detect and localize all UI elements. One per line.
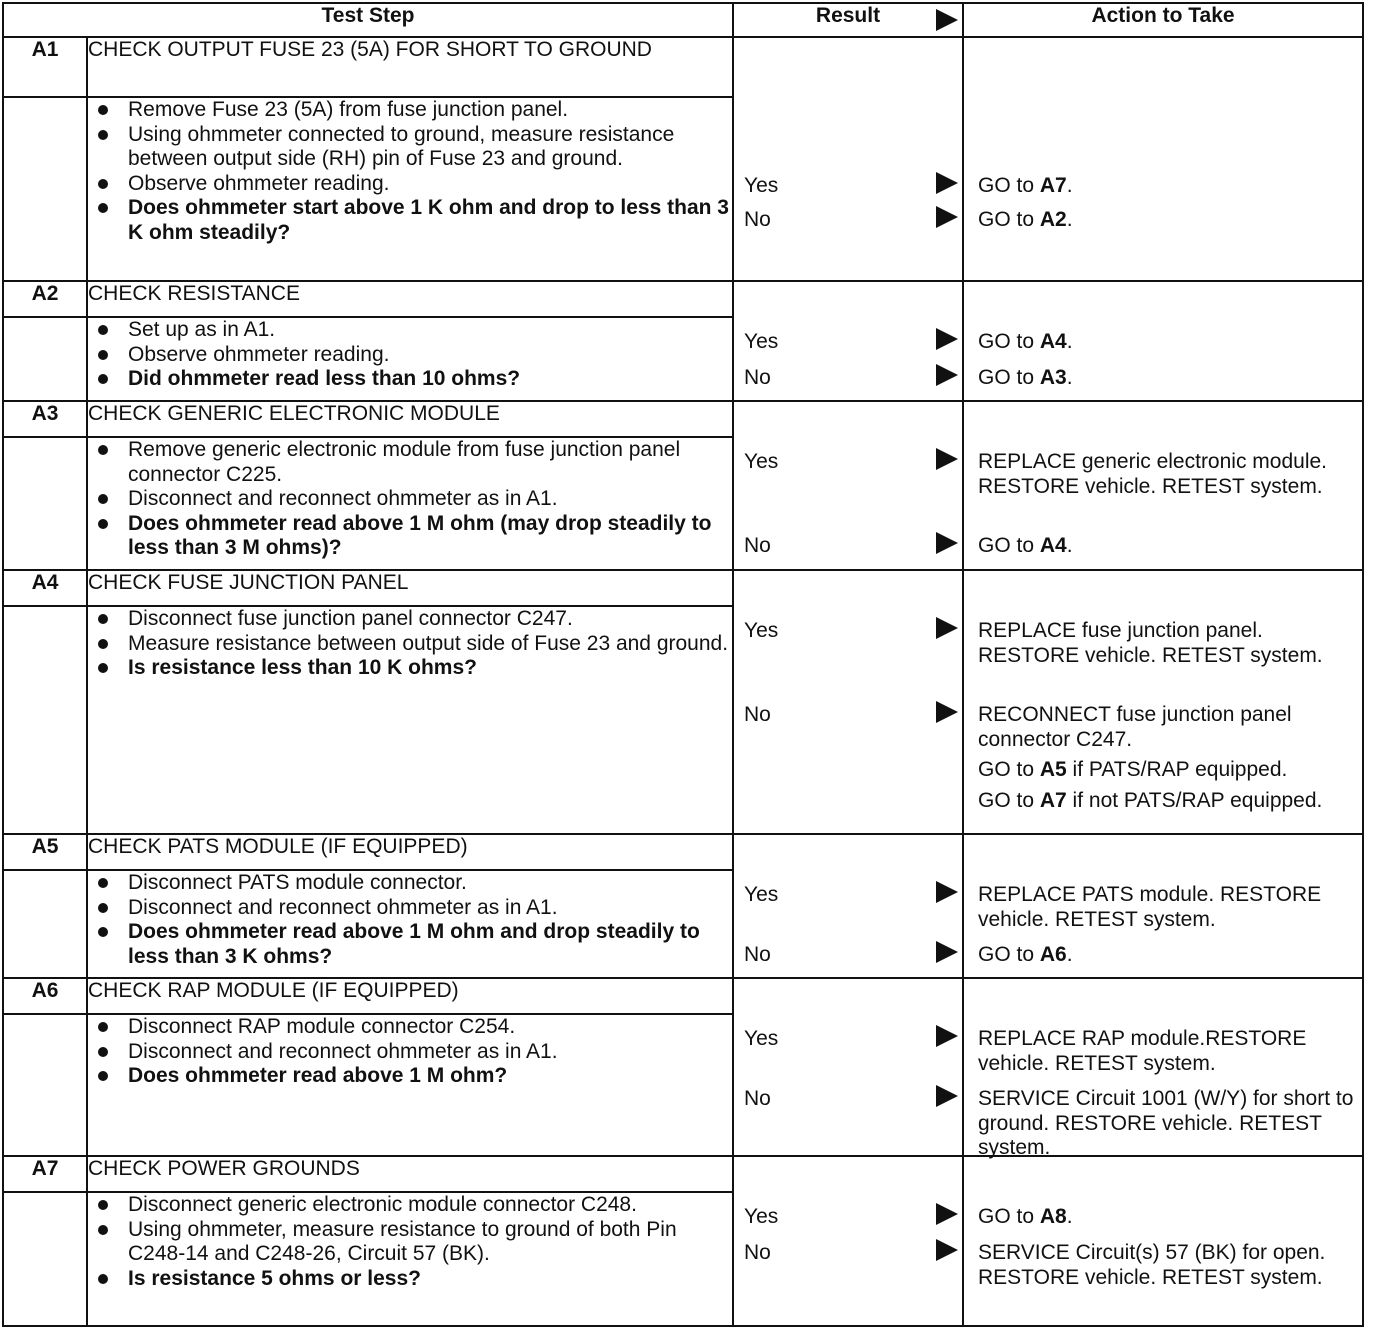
result-label-no: No (744, 1087, 771, 1110)
step-action-cell (963, 281, 1363, 401)
step-result-cell (733, 978, 963, 1156)
procedure-item (88, 1218, 732, 1267)
step-title-row (3, 834, 1363, 870)
header-action: Action to Take (963, 3, 1363, 37)
result-label-no: No (744, 943, 771, 966)
procedure-text: Does ohmmeter read above 1 M ohm and drop steadily to less than 3 K ohms? (128, 920, 700, 968)
step-title: CHECK POWER GROUNDS (87, 1156, 733, 1192)
step-id-spacer (3, 870, 87, 978)
step-action-cell (963, 570, 1363, 834)
arrow-right-icon (936, 364, 958, 386)
step-id: A5 (3, 834, 87, 870)
result-label-no: No (744, 366, 771, 389)
step-id: A4 (3, 570, 87, 606)
action-text-part: SERVICE Circuit(s) 57 (BK) for open. RESTORE vehicle. RETEST system. (978, 1241, 1326, 1289)
action-text-part: REPLACE RAP module.RESTORE vehicle. RETEST system. (978, 1027, 1307, 1075)
arrow-right-icon (936, 328, 958, 350)
step-procedure (87, 606, 733, 834)
action-text-part: if PATS/RAP equipped. (1066, 758, 1288, 781)
procedure-list (88, 1193, 732, 1291)
step-action-cell (963, 978, 1363, 1159)
action-text (978, 943, 1356, 968)
procedure-item (88, 896, 732, 921)
step-procedure (87, 870, 733, 978)
action-text-part: GO to (978, 174, 1040, 197)
step-title-row (3, 978, 1363, 1014)
bullet-icon (98, 1071, 108, 1081)
action-text (978, 1027, 1356, 1076)
procedure-question (88, 512, 732, 561)
arrow-right-icon (936, 448, 958, 470)
procedure-item (88, 607, 732, 632)
arrow-right-icon (936, 701, 958, 723)
action-target-step: A5 (1039, 758, 1067, 781)
step-id: A6 (3, 978, 87, 1014)
step-title-row (3, 401, 1363, 437)
pinpoint-test-table (2, 2, 1364, 1327)
step-id-spacer (3, 1192, 87, 1326)
step-result-cell (733, 401, 963, 570)
procedure-text: Does ohmmeter start above 1 K ohm and drop to less than 3 K ohm steadily? (128, 196, 729, 244)
action-target-step: A4 (1039, 534, 1067, 557)
result-label-yes: Yes (744, 619, 779, 642)
bullet-icon (98, 903, 108, 913)
header-result-label: Result (815, 4, 881, 27)
action-target-step: A6 (1039, 943, 1067, 966)
step-id-spacer (3, 317, 87, 401)
arrow-right-icon (936, 1085, 958, 1107)
procedure-list (88, 607, 732, 681)
step-title: CHECK FUSE JUNCTION PANEL (87, 570, 733, 606)
arrow-right-icon (936, 881, 958, 903)
action-text-part: GO to (978, 366, 1040, 389)
action-text (978, 758, 1356, 783)
procedure-item (88, 172, 732, 197)
step-action-cell (963, 401, 1363, 570)
step-title: CHECK RAP MODULE (IF EQUIPPED) (87, 978, 733, 1014)
step-action-cell (963, 1156, 1363, 1326)
procedure-item (88, 1193, 732, 1218)
procedure-list (88, 98, 732, 245)
arrow-right-icon (936, 941, 958, 963)
procedure-text: Is resistance 5 ohms or less? (128, 1266, 421, 1290)
procedure-item (88, 1015, 732, 1040)
action-text (978, 883, 1356, 932)
action-text-part: . (1066, 943, 1073, 966)
arrow-right-icon (936, 881, 958, 903)
step-action-cell (963, 834, 1363, 978)
procedure-item (88, 343, 732, 368)
action-text-part: REPLACE fuse junction panel. RESTORE vehicle. RETEST system. (978, 619, 1323, 667)
procedure-text: Disconnect fuse junction panel connector C247. (128, 607, 573, 630)
action-text (978, 366, 1356, 391)
bullet-icon (98, 494, 108, 504)
procedure-item (88, 98, 732, 123)
arrow-right-icon (936, 172, 958, 194)
arrow-right-icon (936, 364, 958, 386)
action-text (978, 450, 1356, 499)
action-text-part: . (1066, 1205, 1073, 1228)
action-text (978, 174, 1356, 199)
procedure-text: Disconnect and reconnect ohmmeter as in A1. (128, 487, 558, 510)
action-text (978, 1087, 1356, 1161)
header-row (3, 3, 1363, 37)
bullet-icon (98, 519, 108, 529)
step-title-row (3, 570, 1363, 606)
step-title: CHECK OUTPUT FUSE 23 (5A) FOR SHORT TO GROUND (87, 37, 733, 97)
action-text (978, 534, 1356, 559)
procedure-question (88, 196, 732, 245)
action-text-part: . (1066, 330, 1073, 353)
action-text-part: . (1066, 366, 1073, 389)
arrow-right-icon (936, 941, 958, 963)
step-title: CHECK RESISTANCE (87, 281, 733, 317)
step-id: A3 (3, 401, 87, 437)
procedure-text: Observe ohmmeter reading. (128, 342, 390, 366)
bullet-icon (98, 1200, 108, 1210)
step-result-cell (733, 834, 963, 978)
result-label-yes: Yes (744, 330, 779, 353)
bullet-icon (98, 374, 108, 384)
procedure-text: Disconnect generic electronic module connector C248. (128, 1193, 637, 1216)
step-procedure (87, 437, 733, 570)
result-label-yes: Yes (744, 1027, 779, 1050)
step-procedure (87, 97, 733, 281)
procedure-text: Remove Fuse 23 (5A) from fuse junction panel. (128, 98, 569, 121)
action-text-part: GO to (978, 943, 1040, 966)
action-target-step: A7 (1039, 174, 1067, 197)
procedure-text: Is resistance less than 10 K ohms? (128, 656, 477, 679)
procedure-text: Measure resistance between output side of Fuse 23 and ground. (128, 631, 729, 655)
bullet-icon (98, 1225, 108, 1235)
procedure-text: Disconnect and reconnect ohmmeter as in A1. (128, 1039, 558, 1063)
step-id-spacer (3, 437, 87, 570)
procedure-item (88, 871, 732, 896)
step-title-row (3, 281, 1363, 317)
bullet-icon (98, 350, 108, 360)
header-result (733, 3, 963, 37)
action-text-part: REPLACE generic electronic module. RESTORE vehicle. RETEST system. (978, 450, 1328, 498)
arrow-right-icon (936, 206, 958, 228)
arrow-right-icon (936, 448, 958, 470)
action-text-part: RECONNECT fuse junction panel connector C247. (978, 703, 1292, 751)
procedure-text: Set up as in A1. (128, 318, 276, 341)
bullet-icon (98, 1274, 108, 1284)
action-text (978, 619, 1356, 668)
bullet-icon (98, 1047, 108, 1057)
bullet-icon (98, 445, 108, 455)
action-text-part: REPLACE PATS module. RESTORE vehicle. RETEST system. (978, 883, 1322, 931)
procedure-question (88, 367, 732, 392)
bullet-icon (98, 663, 108, 673)
arrow-right-icon (936, 617, 958, 639)
procedure-text: Disconnect and reconnect ohmmeter as in A1. (128, 895, 558, 919)
arrow-right-icon (936, 1085, 958, 1107)
action-text-part: GO to (978, 1205, 1040, 1228)
result-label-yes: Yes (744, 450, 779, 473)
procedure-text: Remove generic electronic module from fuse junction panel connector C225. (128, 438, 681, 486)
step-result-cell (733, 570, 963, 834)
action-text (978, 1205, 1356, 1230)
result-label-yes: Yes (744, 174, 779, 197)
action-text-part: . (1066, 208, 1073, 231)
action-target-step: A4 (1039, 330, 1067, 353)
step-id-spacer (3, 1014, 87, 1156)
arrow-right-icon (936, 532, 958, 554)
procedure-list (88, 871, 732, 969)
procedure-item (88, 318, 732, 343)
action-text (978, 703, 1356, 752)
step-action-cell (963, 37, 1363, 281)
step-title-row (3, 1156, 1363, 1192)
arrow-right-icon (936, 9, 958, 31)
step-procedure (87, 1014, 733, 1156)
procedure-text: Does ohmmeter read above 1 M ohm? (128, 1064, 508, 1087)
step-id: A2 (3, 281, 87, 317)
action-target-step: A8 (1039, 1205, 1067, 1228)
procedure-text: Disconnect RAP module connector C254. (128, 1015, 516, 1038)
procedure-question (88, 1267, 732, 1292)
procedure-item (88, 438, 732, 487)
step-id: A1 (3, 37, 87, 97)
step-id-spacer (3, 97, 87, 281)
bullet-icon (98, 614, 108, 624)
bullet-icon (98, 203, 108, 213)
bullet-icon (98, 130, 108, 140)
action-text-part: if not PATS/RAP equipped. (1066, 788, 1323, 812)
step-id: A7 (3, 1156, 87, 1192)
arrow-right-icon (936, 328, 958, 350)
arrow-right-icon (936, 1025, 958, 1047)
procedure-item (88, 632, 732, 657)
action-text (978, 330, 1356, 355)
action-text-part: GO to (978, 758, 1040, 781)
procedure-list (88, 438, 732, 561)
procedure-item (88, 1040, 732, 1065)
procedure-question (88, 920, 732, 969)
bullet-icon (98, 179, 108, 189)
arrow-right-icon (936, 1203, 958, 1225)
arrow-right-icon (936, 617, 958, 639)
arrow-right-icon (936, 532, 958, 554)
arrow-right-icon (936, 1203, 958, 1225)
procedure-list (88, 1015, 732, 1089)
step-result-cell (733, 37, 963, 281)
result-label-no: No (744, 1241, 771, 1264)
bullet-icon (98, 1022, 108, 1032)
procedure-list (88, 318, 732, 392)
action-text (978, 789, 1356, 814)
step-result-cell (733, 1156, 963, 1326)
procedure-question (88, 656, 732, 681)
step-procedure (87, 1192, 733, 1326)
result-label-no: No (744, 208, 771, 231)
action-target-step: A2 (1039, 208, 1067, 231)
procedure-text: Observe ohmmeter reading. (128, 171, 390, 195)
arrow-right-icon (936, 172, 958, 194)
action-text-part: GO to (978, 788, 1040, 812)
procedure-text: Using ohmmeter, measure resistance to ground of both Pin C248-14 and C248-26, Circuit 57 (BK). (128, 1217, 677, 1265)
procedure-item (88, 123, 732, 172)
step-title: CHECK PATS MODULE (IF EQUIPPED) (87, 834, 733, 870)
result-label-no: No (744, 534, 771, 557)
action-text-part: . (1066, 534, 1073, 557)
action-target-step: A7 (1039, 788, 1067, 812)
bullet-icon (98, 105, 108, 115)
step-procedure (87, 317, 733, 401)
step-result-cell (733, 281, 963, 401)
procedure-text: Did ohmmeter read less than 10 ohms? (128, 367, 521, 390)
bullet-icon (98, 927, 108, 937)
step-rows (3, 37, 1363, 1326)
procedure-item (88, 487, 732, 512)
action-text (978, 1241, 1356, 1290)
header-test-step: Test Step (3, 3, 733, 37)
bullet-icon (98, 878, 108, 888)
procedure-text: Disconnect PATS module connector. (128, 871, 467, 894)
action-text-part: SERVICE Circuit 1001 (W/Y) for short to ground. RESTORE vehicle. RETEST system. (978, 1087, 1354, 1159)
arrow-right-icon (936, 1239, 958, 1261)
arrow-right-icon (936, 1025, 958, 1047)
action-text-part: GO to (978, 330, 1040, 353)
action-text-part: GO to (978, 534, 1040, 557)
action-text-part: . (1066, 174, 1073, 197)
bullet-icon (98, 325, 108, 335)
arrow-right-icon (936, 206, 958, 228)
action-text-part: GO to (978, 208, 1040, 231)
procedure-text: Using ohmmeter connected to ground, measure resistance between output side (RH) pin of Fuse 23 and ground. (128, 122, 675, 170)
procedure-question (88, 1064, 732, 1089)
step-id-spacer (3, 606, 87, 834)
result-label-yes: Yes (744, 883, 779, 906)
result-label-yes: Yes (744, 1205, 779, 1228)
bullet-icon (98, 639, 108, 649)
result-label-no: No (744, 703, 771, 726)
step-title: CHECK GENERIC ELECTRONIC MODULE (87, 401, 733, 437)
action-target-step: A3 (1039, 366, 1067, 389)
arrow-right-icon (936, 701, 958, 723)
step-title-row (3, 37, 1363, 97)
procedure-text: Does ohmmeter read above 1 M ohm (may drop steadily to less than 3 M ohms)? (128, 511, 712, 559)
arrow-right-icon (936, 1239, 958, 1261)
action-text (978, 208, 1356, 233)
